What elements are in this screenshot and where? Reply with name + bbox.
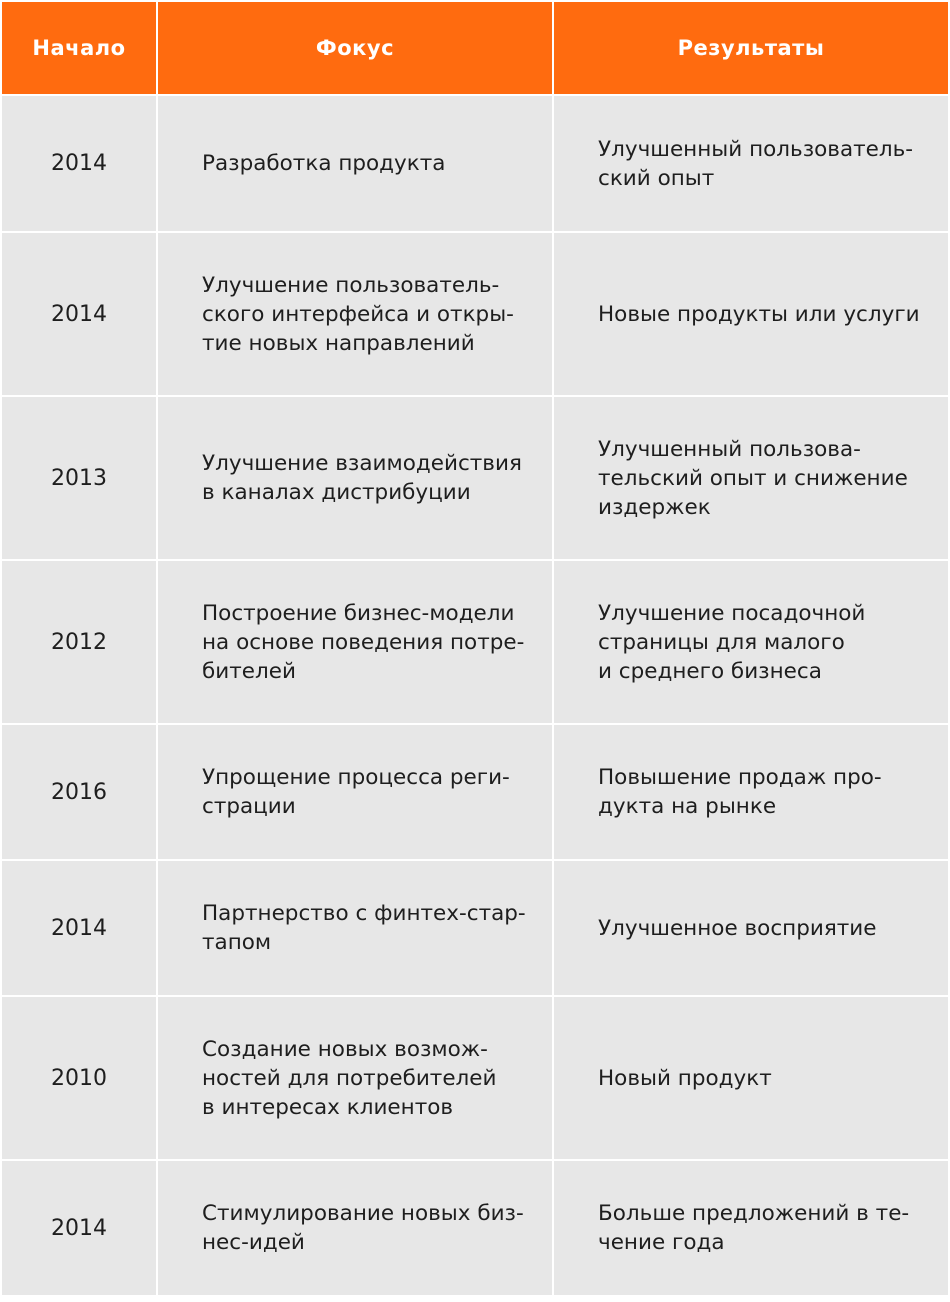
year-cell [2,725,156,859]
year-text: 2010 [51,1065,107,1091]
year-text: 2013 [51,465,107,491]
year-text: 2016 [51,779,107,805]
result-text: Повышение продаж про- дукта на рынке [598,765,882,819]
focus-cell [158,96,552,231]
focus-text: Партнерство с финтех-стар- тапом [202,901,526,955]
year-text: 2014 [51,151,107,176]
focus-cell [158,233,552,395]
result-cell [554,725,948,859]
year-text: 2012 [51,629,107,655]
focus-text: Улучшение взаимодействия в каналах дистрибуции [202,451,522,505]
result-cell [554,1161,948,1295]
focus-text: Улучшение пользователь- ского интерфейса и откры- тие новых направлений [202,272,514,356]
result-text: Улучшенный пользова- тельский опыт и снижение издержек [598,436,908,520]
result-cell [554,861,948,995]
focus-text: Создание новых возмож- ностей для потребителей в интересах клиентов [202,1036,497,1120]
focus-cell [158,1161,552,1295]
focus-cell [158,725,552,859]
focus-text: Разработка продукта [202,151,446,176]
result-text: Новый продукт [598,1065,772,1091]
year-cell [2,561,156,723]
year-cell [2,861,156,995]
focus-cell [158,861,552,995]
year-text: 2014 [51,1215,107,1241]
result-cell [554,233,948,395]
header-focus: Фокус [158,2,552,94]
year-cell [2,397,156,559]
result-text: Улучшенный пользователь- ский опыт [598,136,914,191]
result-cell [554,96,948,231]
initiatives-table [2,2,946,1295]
year-text: 2014 [51,301,107,327]
year-cell [2,96,156,231]
result-cell [554,561,948,723]
header-results: Результаты [554,2,948,94]
year-cell [2,233,156,395]
year-text: 2014 [51,915,107,941]
focus-cell [158,397,552,559]
focus-text: Упрощение процесса реги- страции [202,765,510,819]
focus-cell [158,561,552,723]
result-text: Новые продукты или услуги [598,301,920,327]
year-cell [2,997,156,1159]
focus-text: Построение бизнес-модели на основе поведения потре- бителей [202,600,525,684]
result-text: Улучшенное восприятие [598,915,877,941]
result-text: Больше предложений в те- чение года [598,1201,910,1255]
result-cell [554,397,948,559]
focus-text: Стимулирование новых биз- нес-идей [202,1201,524,1255]
year-cell [2,1161,156,1295]
header-start: Начало [2,2,156,94]
focus-cell [158,997,552,1159]
result-text: Улучшение посадочной страницы для малого и среднего бизнеса [598,600,866,684]
result-cell [554,997,948,1159]
